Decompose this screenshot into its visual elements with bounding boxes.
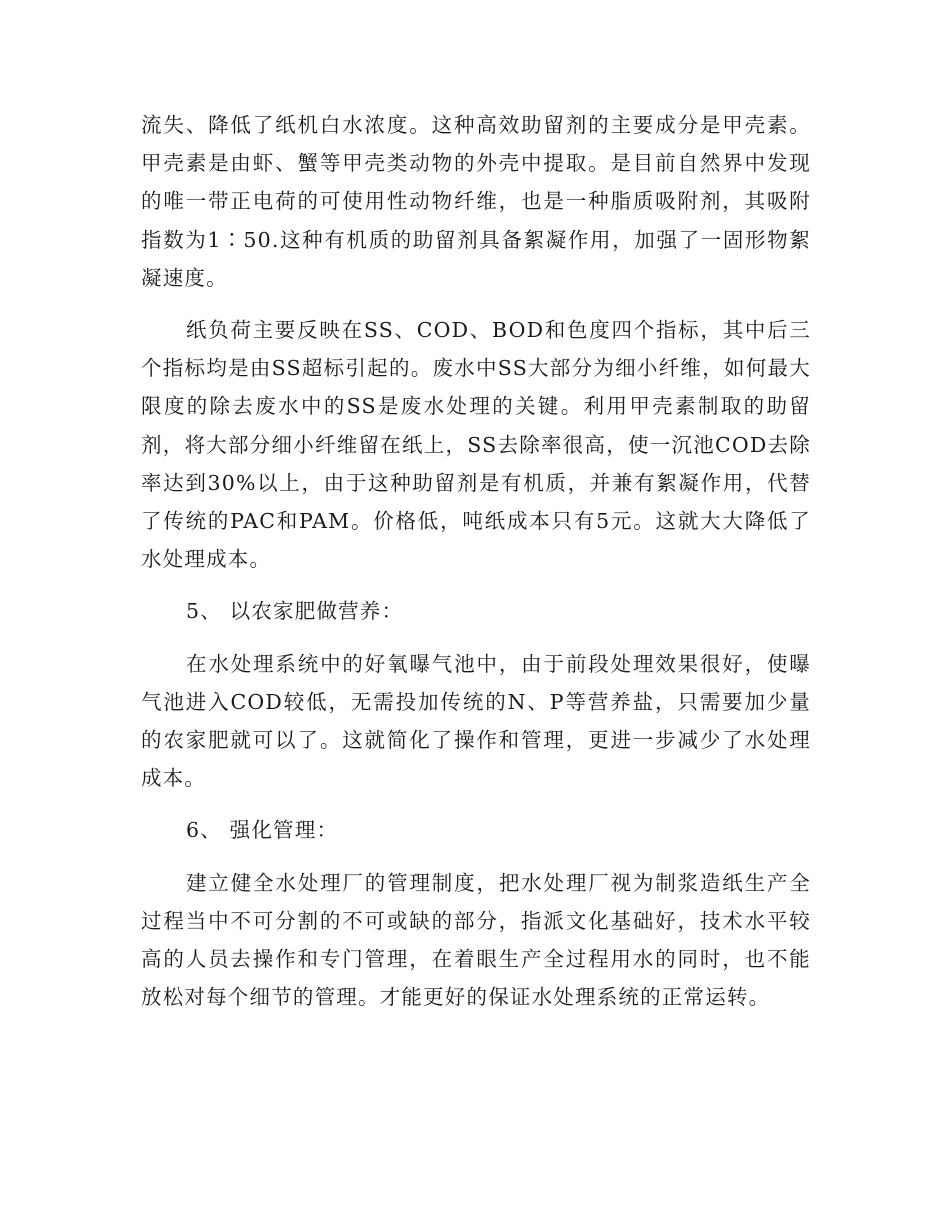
paragraph-management-system: 建立健全水处理厂的管理制度，把水处理厂视为制浆造纸生产全过程当中不可分割的不可或缺的部分，指派文化基础好，技术水平较高的人员去操作和专门管理，在着眼生产全过程用水的同时，也不能放松对每个细节的管理。才能更好的保证水处理系统的正常运转。 (141, 870, 811, 1010)
paragraph-chitin-retention: 流失、降低了纸机白水浓度。这种高效助留剂的主要成分是甲壳素。甲壳素是由虾、蟹等甲壳类动物的外壳中提取。是目前自然界中发现的唯一带正电荷的可使用性动物纤维，也是一种脂质吸附剂，其吸附指数为1∶50.这种有机质的助留剂具备絮凝作用，加强了一固形物絮凝速度。 (141, 113, 811, 290)
section-heading-manure-nutrition: 5、 以农家肥做营养： (186, 599, 404, 624)
paragraph-ss-removal: 纸负荷主要反映在SS、COD、BOD和色度四个指标，其中后三个指标均是由SS超标引起的。废水中SS大部分为细小纤维，如何最大限度的除去废水中的SS是废水处理的关键。利用甲壳素制取的助留剂，将大部分细小纤维留在纸上，SS去除率很高，使一沉池COD去除率达到30%以上，由于这种助留剂是有机质，并兼有絮凝作用，代替了传统的PAC和PAM。价格低，吨纸成本只有5元。这就大大降低了水处理成本。 (141, 318, 811, 572)
section-heading-management: 6、 强化管理： (186, 818, 339, 843)
paragraph-aeration-tank: 在水处理系统中的好氧曝气池中，由于前段处理效果很好，使曝气池进入COD较低，无需投加传统的N、P等营养盐，只需要加少量的农家肥就可以了。这就简化了操作和管理，更进一步减少了水处理成本。 (141, 651, 811, 791)
document-body (141, 106, 811, 1016)
